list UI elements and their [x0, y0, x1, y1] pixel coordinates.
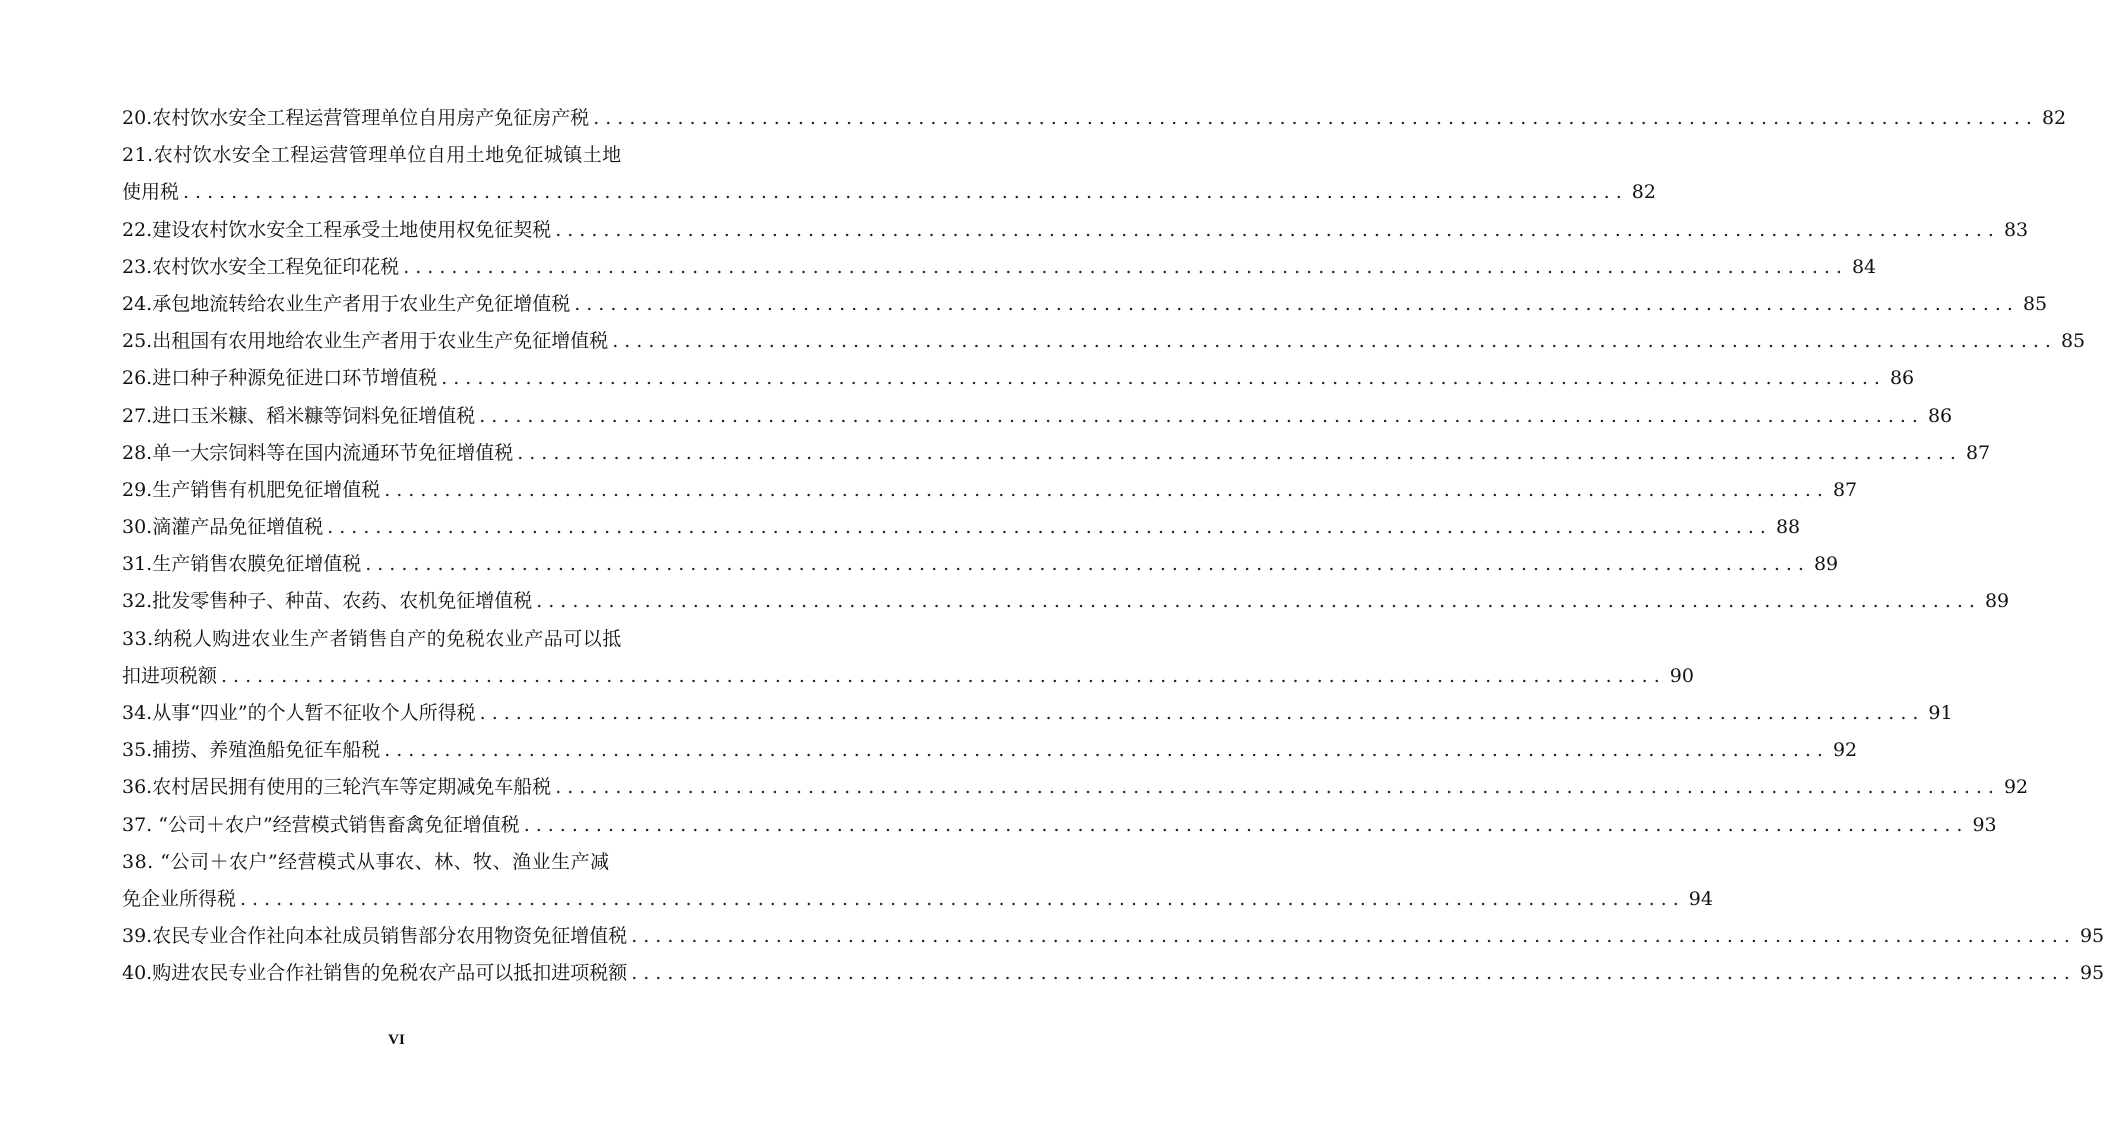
toc-entry-page-number: 87 — [1965, 441, 1991, 464]
toc-entry-title: 35.捕捞、养殖渔船免征车船税 — [122, 739, 381, 762]
toc-entry[interactable] — [122, 398, 1953, 435]
dot-leader: ........................................................................................................................ — [631, 962, 2076, 985]
toc-entry-title: 34.从事“四业”的个人暂不征收个人所得税 — [122, 702, 476, 724]
toc-entry-page-number: 83 — [2003, 218, 2029, 241]
toc-entry-title: 29.生产销售有机肥免征增值税 — [122, 478, 381, 501]
toc-entry-page-number: 95 — [2079, 925, 2104, 948]
dot-leader: ........................................................................................................................ — [327, 516, 1772, 539]
toc-entry[interactable] — [122, 360, 1915, 397]
toc-entry-continuation[interactable] — [122, 174, 1656, 211]
toc-entry-page-number: 87 — [1832, 478, 1858, 501]
dot-leader: ........................................................................................................................ — [221, 664, 1666, 687]
toc-entry-page-number: 90 — [1669, 664, 1694, 687]
dot-leader: ........................................................................................................................ — [517, 441, 1962, 464]
toc-entry[interactable] — [122, 918, 2104, 955]
toc-entry[interactable] — [122, 249, 1877, 286]
toc-entry-title: 33.纳税人购进农业生产者销售自产的免税农业产品可以抵 — [122, 627, 622, 650]
page-number: VI — [388, 1032, 405, 1048]
dot-leader: ........................................................................................................................ — [183, 181, 1628, 204]
dot-leader: ........................................................................................................................ — [612, 330, 2057, 353]
toc-entry-title: 免企业所得税 — [122, 887, 237, 910]
toc-entry[interactable] — [122, 509, 1801, 546]
toc-entry-title: 36.农村居民拥有使用的三轮汽车等定期减免车船税 — [122, 776, 552, 799]
toc-entry-page-number: 86 — [1927, 404, 1953, 427]
toc-entry-page-number: 94 — [1688, 887, 1713, 910]
toc-entry-page-number: 85 — [2060, 330, 2086, 353]
dot-leader: ........................................................................................................................ — [631, 925, 2076, 948]
toc-entry[interactable] — [122, 323, 2086, 360]
dot-leader: ........................................................................................................................ — [593, 107, 2038, 129]
toc-entry-page-number: 92 — [2003, 776, 2029, 799]
toc-entry-page-number: 91 — [1928, 702, 1953, 724]
toc-entry-title: 使用税 — [122, 181, 180, 204]
toc-entry-title: 38. “公司＋农户”经营模式从事农、林、牧、渔业生产减 — [122, 850, 610, 873]
toc-entry-title: 28.单一大宗饲料等在国内流通环节免征增值税 — [122, 441, 514, 464]
toc-entry[interactable] — [122, 583, 2010, 620]
toc-entry-title: 39.农民专业合作社向本社成员销售部分农用物资免征增值税 — [122, 925, 628, 948]
table-of-contents — [122, 100, 2104, 993]
toc-entry-page-number: 93 — [1972, 813, 1997, 836]
toc-entry-page-number: 89 — [1813, 553, 1839, 576]
dot-leader: ........................................................................................................................ — [365, 553, 1810, 576]
toc-entry-title: 37. “公司＋农户”经营模式销售畜禽免征增值税 — [122, 813, 520, 836]
toc-entry-title: 22.建设农村饮水安全工程承受土地使用权免征契税 — [122, 218, 552, 241]
toc-entry-continuation[interactable] — [122, 658, 1694, 695]
toc-entry[interactable] — [122, 100, 2067, 137]
toc-entry-title: 25.出租国有农用地给农业生产者用于农业生产免征增值税 — [122, 330, 609, 353]
toc-entry-title: 23.农村饮水安全工程免征印花税 — [122, 255, 400, 278]
toc-entry-title: 30.滴灌产品免征增值税 — [122, 516, 324, 539]
toc-entry-page-number: 82 — [1631, 181, 1656, 204]
toc-entry[interactable] — [122, 844, 674, 881]
toc-entry-page-number: 84 — [1851, 255, 1877, 278]
toc-entry-title: 32.批发零售种子、种苗、农药、农机免征增值税 — [122, 590, 533, 613]
dot-leader: ........................................................................................................................ — [523, 813, 1969, 836]
toc-entry[interactable] — [122, 955, 2104, 992]
toc-entry-continuation[interactable] — [122, 881, 1713, 918]
dot-leader: ........................................................................................................................ — [384, 478, 1829, 501]
toc-entry[interactable] — [122, 286, 2048, 323]
toc-entry-title: 20.农村饮水安全工程运营管理单位自用房产免征房产税 — [122, 107, 590, 129]
toc-entry[interactable] — [122, 137, 674, 174]
toc-entry[interactable] — [122, 769, 2029, 806]
toc-entry-page-number: 92 — [1832, 739, 1858, 762]
toc-entry[interactable] — [122, 732, 1858, 769]
toc-entry[interactable] — [122, 472, 1858, 509]
toc-entry-title: 26.进口种子种源免征进口环节增值税 — [122, 367, 438, 390]
dot-leader: ........................................................................................................................ — [555, 218, 2000, 241]
toc-entry-title: 21.农村饮水安全工程运营管理单位自用土地免征城镇土地 — [122, 144, 622, 167]
toc-entry[interactable] — [122, 546, 1839, 583]
dot-leader: ........................................................................................................................ — [441, 367, 1886, 390]
toc-entry[interactable] — [122, 807, 1997, 844]
toc-entry[interactable] — [122, 621, 674, 658]
toc-entry-page-number: 89 — [1984, 590, 2010, 613]
toc-entry-page-number: 85 — [2022, 292, 2048, 315]
dot-leader: ........................................................................................................................ — [403, 255, 1848, 278]
toc-entry-title: 24.承包地流转给农业生产者用于农业生产免征增值税 — [122, 292, 571, 315]
toc-entry-page-number: 86 — [1889, 367, 1915, 390]
dot-leader: ........................................................................................................................ — [240, 887, 1685, 910]
dot-leader: ........................................................................................................................ — [479, 702, 1925, 724]
toc-entry[interactable] — [122, 212, 2029, 249]
toc-entry-page-number: 88 — [1775, 516, 1801, 539]
toc-entry-title: 31.生产销售农膜免征增值税 — [122, 553, 362, 576]
toc-entry[interactable] — [122, 435, 1991, 472]
dot-leader: ........................................................................................................................ — [384, 739, 1829, 762]
dot-leader: ........................................................................................................................ — [536, 590, 1981, 613]
toc-entry[interactable] — [122, 695, 1953, 732]
toc-entry-title: 40.购进农民专业合作社销售的免税农产品可以抵扣进项税额 — [122, 962, 628, 985]
dot-leader: ........................................................................................................................ — [574, 292, 2019, 315]
toc-entry-title: 27.进口玉米糠、稻米糠等饲料免征增值税 — [122, 404, 476, 427]
dot-leader: ........................................................................................................................ — [555, 776, 2000, 799]
dot-leader: ........................................................................................................................ — [479, 404, 1924, 427]
toc-entry-title: 扣进项税额 — [122, 664, 218, 687]
toc-entry-page-number: 82 — [2041, 107, 2067, 129]
toc-entry-page-number: 95 — [2079, 962, 2104, 985]
